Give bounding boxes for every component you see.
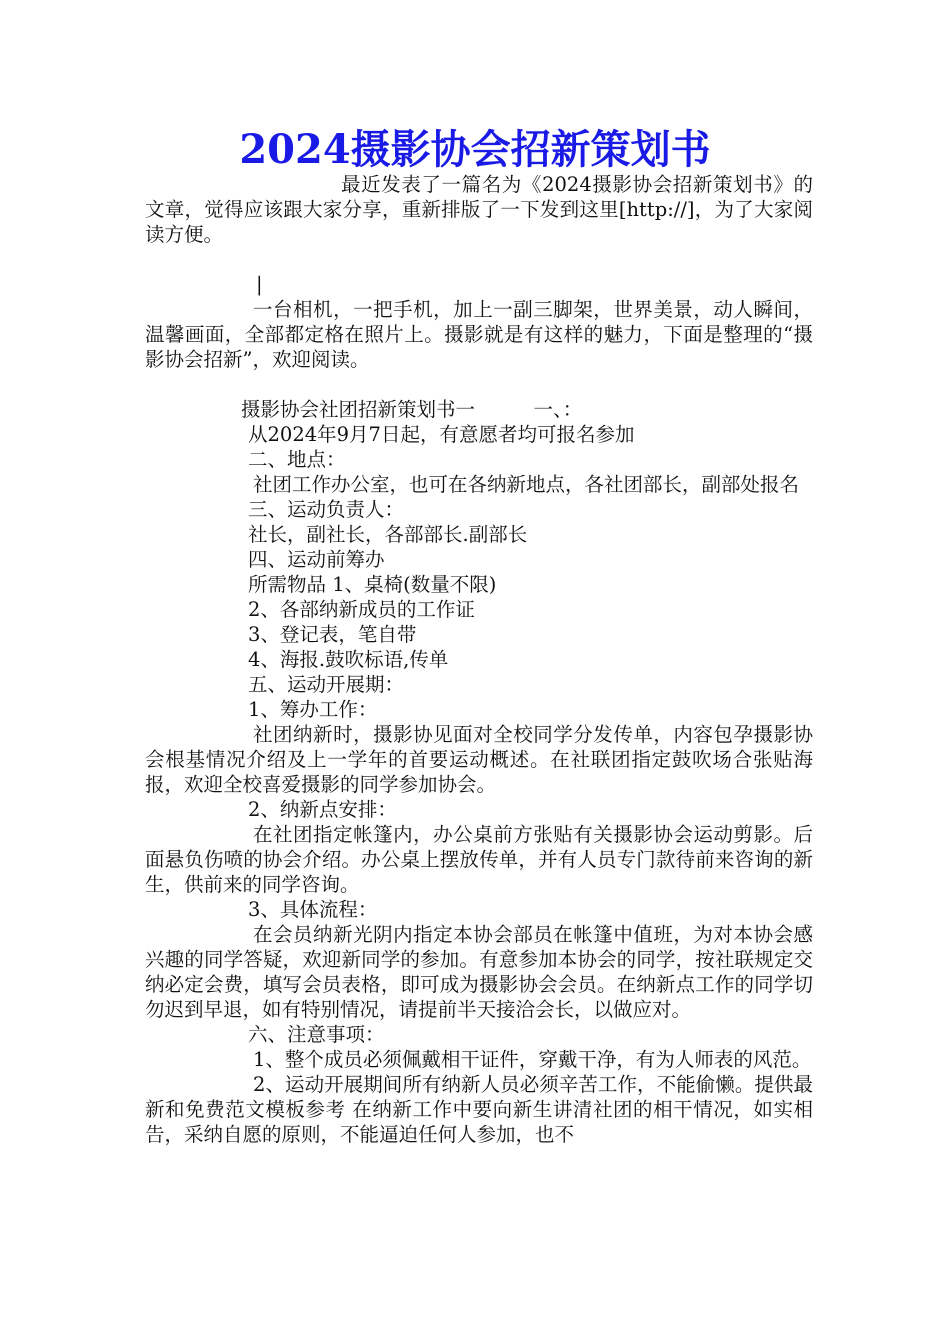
section-5-3-title: 3、具体流程：: [248, 898, 378, 921]
spacer: [145, 372, 813, 397]
section-heading: 摄影协会社团招新策划书一 一、：: [241, 398, 583, 421]
section-5-1-title: 1、筹办工作：: [248, 698, 378, 721]
section-6-title: 六、注意事项：: [248, 1023, 385, 1046]
text-cursor: |: [256, 273, 263, 296]
section-3-title: 三、运动负责人：: [248, 498, 405, 521]
section-4-item: 所需物品 1、桌椅(数量不限): [248, 573, 497, 596]
section-5-2-body: 在社团指定帐篷内，办公桌前方张贴有关摄影协会运动剪影。后面悬负伤喷的协会介绍。办公桌上摆放传单，并有人员专门款待前来咨询的新生，供前来的同学咨询。: [145, 823, 813, 896]
section-5-1-body: 社团纳新时，摄影协见面对全校同学分发传单，内容包孕摄影协会根基情况介绍及上一学年的首要运动概述。在社联团指定鼓吹场合张贴海报，欢迎全校喜爱摄影的同学参加协会。: [145, 723, 813, 796]
section-4-item: 2、各部纳新成员的工作证: [248, 598, 475, 621]
intro-paragraph-2: 一台相机，一把手机，加上一副三脚架，世界美景，动人瞬间，温馨画面，全部都定格在照片上。摄影就是有这样的魅力，下面是整理的“摄影协会招新”，欢迎阅读。: [145, 298, 813, 371]
section-2-title: 二、地点：: [248, 448, 346, 471]
section-5-title: 五、运动开展期：: [248, 673, 405, 696]
section-1-body: 从2024年9月7日起，有意愿者均可报名参加: [248, 423, 635, 446]
section-6-item-1: 1、整个成员必须佩戴相干证件，穿戴干净，有为人师表的风范。: [253, 1048, 812, 1071]
section-6-item-2: 2、运动开展期间所有纳新人员必须辛苦工作，不能偷懒。提供最新和免费范文模板参考 在纳新工作中要向新生讲清社团的相干情况，如实相告，采纳自愿的原则，不能逼迫任何人参加，也不: [145, 1073, 813, 1146]
section-2-body: 社团工作办公室，也可在各纳新地点，各社团部长，副部处报名: [253, 473, 800, 496]
document-body: [145, 172, 813, 1147]
section-4-item: 3、登记表，笔自带: [248, 623, 417, 646]
document-title: 2024摄影协会招新策划书: [239, 126, 711, 173]
section-3-body: 社长，副社长，各部部长.副部长: [248, 523, 528, 546]
spacer: [145, 247, 813, 272]
section-5-2-title: 2、纳新点安排：: [248, 798, 397, 821]
section-4-title: 四、运动前筹办: [248, 548, 385, 571]
section-5-3-body: 在会员纳新光阴内指定本协会部员在帐篷中值班，为对本协会感兴趣的同学答疑，欢迎新同学的参加。有意参加本协会的同学，按社联规定交纳必定会费，填写会员表格，即可成为摄影协会会员。在纳新点工作的同学切勿迟到早退，如有特别情况，请提前半天接洽会长，以做应对。: [145, 923, 813, 1021]
section-4-item: 4、海报.鼓吹标语,传单: [248, 648, 449, 671]
intro-paragraph: 最近发表了一篇名为《2024摄影协会招新策划书》的文章，觉得应该跟大家分享，重新排版了一下发到这里[http://]，为了大家阅读方便。: [145, 173, 813, 246]
